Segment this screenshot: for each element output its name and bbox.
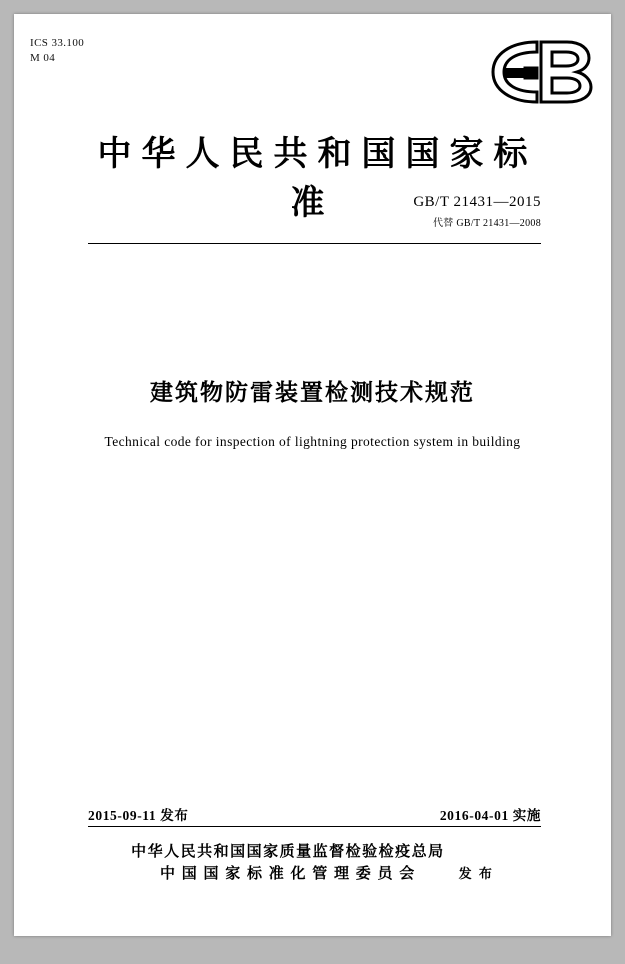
page-title: 中华人民共和国国家标准 — [97, 136, 538, 222]
issuer-block — [74, 841, 551, 885]
page-inner — [74, 14, 551, 936]
ics-category: M 04 — [30, 52, 56, 64]
implement-date: 2016-04-01 实施 — [439, 808, 541, 823]
standard-number: GB/T 21431—2015 — [413, 194, 541, 210]
standard-replaces: 代替 GB/T 21431—2008 — [433, 218, 541, 229]
standard-number-block — [413, 194, 541, 229]
date-row — [88, 804, 541, 824]
issuer-names — [131, 841, 445, 885]
ics-code: ICS 33.100 — [30, 37, 85, 49]
issue-date: 2015-09-11 发布 — [88, 808, 189, 823]
divider-top — [88, 243, 541, 244]
document-title-cn: 建筑物防雷装置检测技术规范 — [150, 380, 475, 405]
document-page — [14, 14, 611, 936]
document-title-en: Technical code for inspection of lightning protection system in building — [104, 434, 521, 449]
issuer-line-2: 中 国 国 家 标 准 化 管 理 委 员 会 — [159, 866, 416, 882]
issuer-line-1: 中华人民共和国国家质量监督检验检疫总局 — [131, 844, 445, 860]
divider-bottom — [88, 826, 541, 827]
issue-word: 发 布 — [458, 865, 494, 881]
